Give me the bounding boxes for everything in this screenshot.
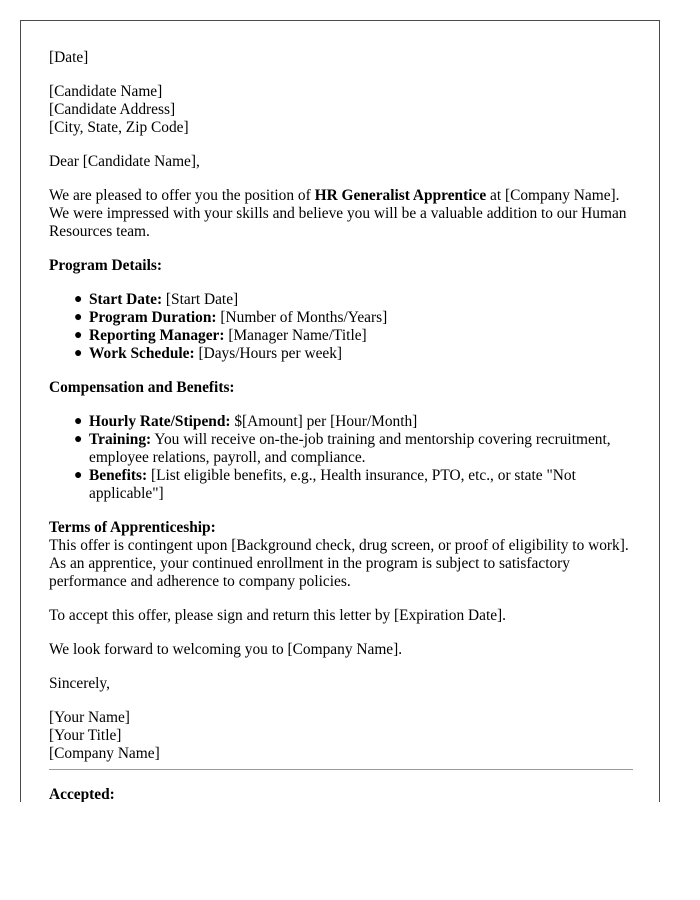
signoff: Sincerely, [49,675,110,692]
list-item-value: $[Amount] per [Hour/Month] [230,413,418,430]
intro-after: at [Company Name]. We were impressed with your skills and believe you will be a valuable addition to our Human Resources team. [49,187,627,240]
letter-date: [Date] [49,49,89,66]
program-heading-block [49,257,635,275]
terms-block [49,519,635,591]
signature-name: [Your Name] [49,709,130,726]
list-item-label: Training: [89,431,152,448]
terms-heading: Terms of Apprenticeship: [49,519,216,536]
compensation-heading: Compensation and Benefits: [49,379,235,396]
program-heading: Program Details: [49,257,162,274]
terms-body: This offer is contingent upon [Background check, drug screen, or proof of eligibility to work]. As an apprentice, your continued enrollment in the program is subject to satisfactory performance and adherence to company policies. [49,537,629,590]
list-item-label: Reporting Manager: [89,327,225,344]
list-item [74,431,635,467]
accepted-label: Accepted: [49,786,115,802]
compensation-heading-block [49,379,635,397]
list-item [74,345,635,363]
recipient-block [49,83,635,137]
bullet-icon: ● [74,310,83,325]
program-list [49,291,635,363]
signature-block [49,709,635,763]
bullet-icon: ● [74,468,83,483]
letter-body [49,49,635,802]
signature-company: [Company Name] [49,745,160,762]
list-item-label: Work Schedule: [89,345,195,362]
intro-position: HR Generalist Apprentice [314,187,487,204]
list-item [74,291,635,309]
candidate-address: [Candidate Address] [49,101,176,118]
list-item [74,413,635,431]
list-item-label: Hourly Rate/Stipend: [89,413,231,430]
bullet-icon: ● [74,292,83,307]
list-item-value: [Manager Name/Title] [224,327,367,344]
address-block [49,49,635,67]
salutation: Dear [Candidate Name], [49,153,200,170]
list-item-value: [List eligible benefits, e.g., Health insurance, PTO, etc., or state "Not applicable"] [89,467,576,502]
candidate-city-state-zip: [City, State, Zip Code] [49,119,189,136]
list-item-value: You will receive on-the-job training and mentorship covering recruitment, employee relations, payroll, and compliance. [89,431,611,466]
list-item-label: Benefits: [89,467,148,484]
bullet-icon: ● [74,346,83,361]
candidate-name: [Candidate Name] [49,83,163,100]
list-item-value: [Days/Hours per week] [194,345,343,362]
list-item-value: [Start Date] [162,291,239,308]
intro-paragraph [49,187,635,241]
intro-before: We are pleased to offer you the position of [49,187,315,204]
bullet-icon: ● [74,432,83,447]
list-item-label: Program Duration: [89,309,217,326]
signature-title: [Your Title] [49,727,122,744]
closing-paragraph: We look forward to welcoming you to [Company Name]. [49,641,403,658]
bullet-icon: ● [74,328,83,343]
list-item [74,327,635,345]
divider [49,769,633,770]
list-item-value: [Number of Months/Years] [216,309,388,326]
bullet-icon: ● [74,414,83,429]
list-item [74,309,635,327]
list-item-label: Start Date: [89,291,163,308]
offer-letter [20,20,660,802]
compensation-list [49,413,635,503]
accept-paragraph: To accept this offer, please sign and return this letter by [Expiration Date]. [49,607,507,624]
list-item [74,467,635,503]
